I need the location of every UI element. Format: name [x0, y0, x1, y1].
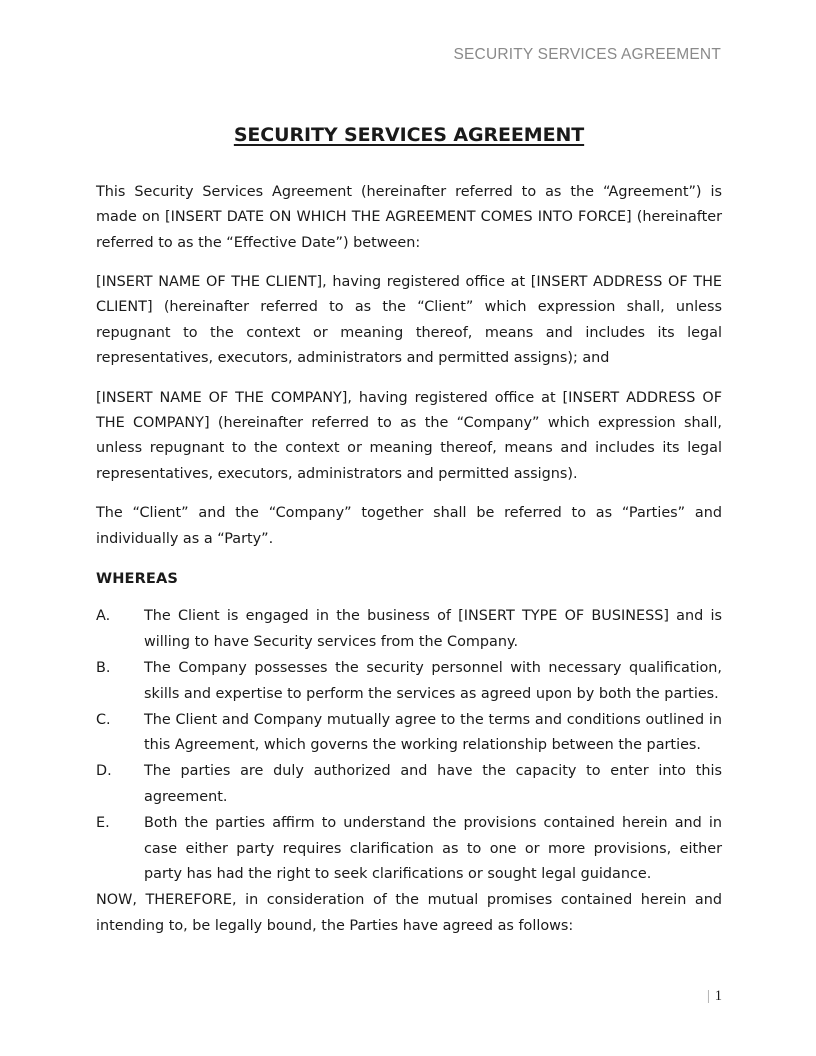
list-item-marker: A.: [96, 608, 111, 625]
list-item: [96, 604, 722, 656]
page-footer: [96, 988, 722, 1005]
list-item-marker: E.: [96, 814, 110, 831]
list-item: [96, 759, 722, 811]
list-item: [96, 656, 722, 708]
list-item-text: Both the parties affirm to understand the provisions contained herein and in case either party requires clarification as to one or more provisions, either party has had the right to seek clarifications or sought legal guidance.: [144, 814, 722, 883]
list-item-text: The Client and Company mutually agree to the terms and conditions outlined in this Agreement, which governs the working relationship between the parties.: [144, 711, 722, 754]
page-number: 1: [714, 988, 722, 1004]
paragraph-client: [INSERT NAME OF THE CLIENT], having registered office at [INSERT ADDRESS OF THE CLIENT] (hereinafter referred to as the “Client” which expression shall, unless repugnant to the context or meaning thereof, means and includes its legal representatives, executors, administrators and permitted assigns); and: [96, 273, 722, 367]
paragraph-parties: The “Client” and the “Company” together shall be referred to as “Parties” and individually as a “Party”.: [96, 505, 722, 547]
recitals-list: [96, 604, 722, 888]
list-item-marker: D.: [96, 763, 112, 780]
paragraph-intro: This Security Services Agreement (hereinafter referred to as the “Agreement”) is made on [INSERT DATE ON WHICH THE AGREEMENT COMES INTO FORCE] (hereinafter referred to as the “Effective Date”) between:: [96, 183, 722, 251]
list-item-text: The Client is engaged in the business of [INSERT TYPE OF BUSINESS] and is willing to have Security services from the Company.: [144, 608, 722, 651]
running-header-text: SECURITY SERVICES AGREEMENT: [453, 46, 721, 63]
list-item: [96, 811, 722, 888]
running-header: [96, 46, 721, 64]
list-item-marker: B.: [96, 660, 111, 677]
list-item-text: The parties are duly authorized and have the capacity to enter into this agreement.: [144, 763, 722, 806]
list-item-marker: C.: [96, 711, 111, 728]
whereas-heading: WHEREAS: [96, 570, 178, 588]
document-body: [96, 124, 722, 939]
footer-separator: |: [706, 988, 710, 1004]
list-item: [96, 708, 722, 760]
paragraph-closing: NOW, THEREFORE, in consideration of the mutual promises contained herein and intending to, be legally bound, the Parties have agreed as follows:: [96, 892, 722, 934]
list-item-text: The Company possesses the security personnel with necessary qualification, skills and expertise to perform the services as agreed upon by both the parties.: [144, 660, 722, 702]
page-title-text: SECURITY SERVICES AGREEMENT: [233, 124, 585, 146]
paragraph-company: [INSERT NAME OF THE COMPANY], having registered office at [INSERT ADDRESS OF THE COMPANY] (hereinafter referred to as the “Company” which expression shall, unless repugnant to the context or meaning thereof, means and includes its legal representatives, executors, administrators and permitted assigns).: [96, 389, 722, 482]
page-title: [96, 124, 722, 148]
